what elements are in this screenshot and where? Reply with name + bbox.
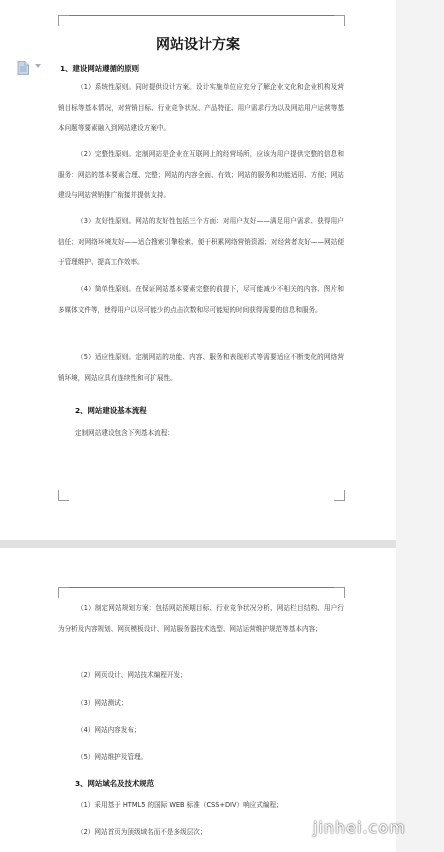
- document-page-2: [0, 548, 396, 852]
- margin-corner-top-left: [58, 587, 69, 598]
- spec-item-2: （2）网站首页为顶级域名而不是多级层次；: [77, 828, 207, 836]
- section-heading-1: 1、建设网站遵循的原则: [60, 64, 140, 73]
- document-icon[interactable]: [17, 60, 29, 74]
- process-step-4: （4）网站内容发布；: [77, 726, 141, 734]
- margin-corner-bottom-right: [334, 490, 345, 501]
- process-step-3: （3）网站测试；: [77, 699, 128, 707]
- section2-intro: 定制网站建设包含下列基本流程：: [75, 429, 174, 437]
- margin-corner-top-right: [334, 15, 345, 26]
- paragraph-principle-4: （4）简单性原则。在保证网站基本要素完整的前提下，尽可能减少不相关的内容、图片和多媒体文件等，使得用户以尽可能少的点击次数和尽可能短的时间获得需要的信息和服务。: [58, 285, 344, 314]
- window-right-gutter: [396, 0, 444, 852]
- paragraph-principle-3: （3）友好性原则。网站的友好性包括三个方面：对用户友好——满足用户需求、获得用户信任；对网络环境友好——适合搜索引擎检索、便于积累网络营销资源；对经营者友好——网站便于管理维护、提高工作效率。: [58, 217, 344, 266]
- margin-corner-top-right: [334, 587, 345, 598]
- section-heading-2: 2、网站建设基本流程: [75, 406, 147, 415]
- page-gap: [0, 540, 396, 548]
- paragraph-principle-1: （1）系统性原则。同时提供设计方案。设计实施单位应充分了解企业文化和企业机构及营销目标等基本情况，对营销目标、行业竞争状况、产品特征、用户需求行为以及网站用户运营等基本问题等要素融入到网站建设方案中。: [58, 83, 344, 132]
- dropdown-arrow-icon[interactable]: [35, 64, 41, 68]
- process-step-1: （1）制定网站规划方案：包括网站预期目标、行业竞争状况分析、网站栏目结构、用户行为分析及内容规划、网页模板设计、网站服务器技术选型、网站运营维护规范等基本内容；: [58, 604, 344, 633]
- process-step-2: （2）网页设计、网站技术编程开发；: [77, 671, 187, 679]
- paragraph-principle-2: （2）完整性原则。定制网站是企业在互联网上的经营场所，应该为用户提供完整的信息和服务：网站的基本要素合理、完整；网站的内容全面、有效；网站的服务和功能适用、方便；网站建设与网站营销推广衔接并提供支持。: [58, 150, 344, 199]
- section-heading-3: 3、网站域名及技术规范: [75, 779, 155, 788]
- page-title: 网站设计方案: [156, 37, 240, 53]
- header-rule: [58, 587, 344, 588]
- watermark: jinhei.com: [313, 818, 406, 837]
- process-step-5: （5）网站维护及管理。: [77, 753, 148, 761]
- spec-item-1: （1）采用基于 HTML5 的国际 WEB 标准（CSS+DIV）响应式编程；: [77, 801, 283, 809]
- margin-corner-bottom-left: [58, 490, 69, 501]
- paragraph-principle-5: （5）适应性原则。定制网站的功能、内容、服务和表现形式等需要适应不断变化的网络营销环境，网站应具有连续性和可扩展性。: [58, 353, 344, 382]
- header-rule: [58, 15, 344, 16]
- margin-corner-top-left: [58, 15, 69, 26]
